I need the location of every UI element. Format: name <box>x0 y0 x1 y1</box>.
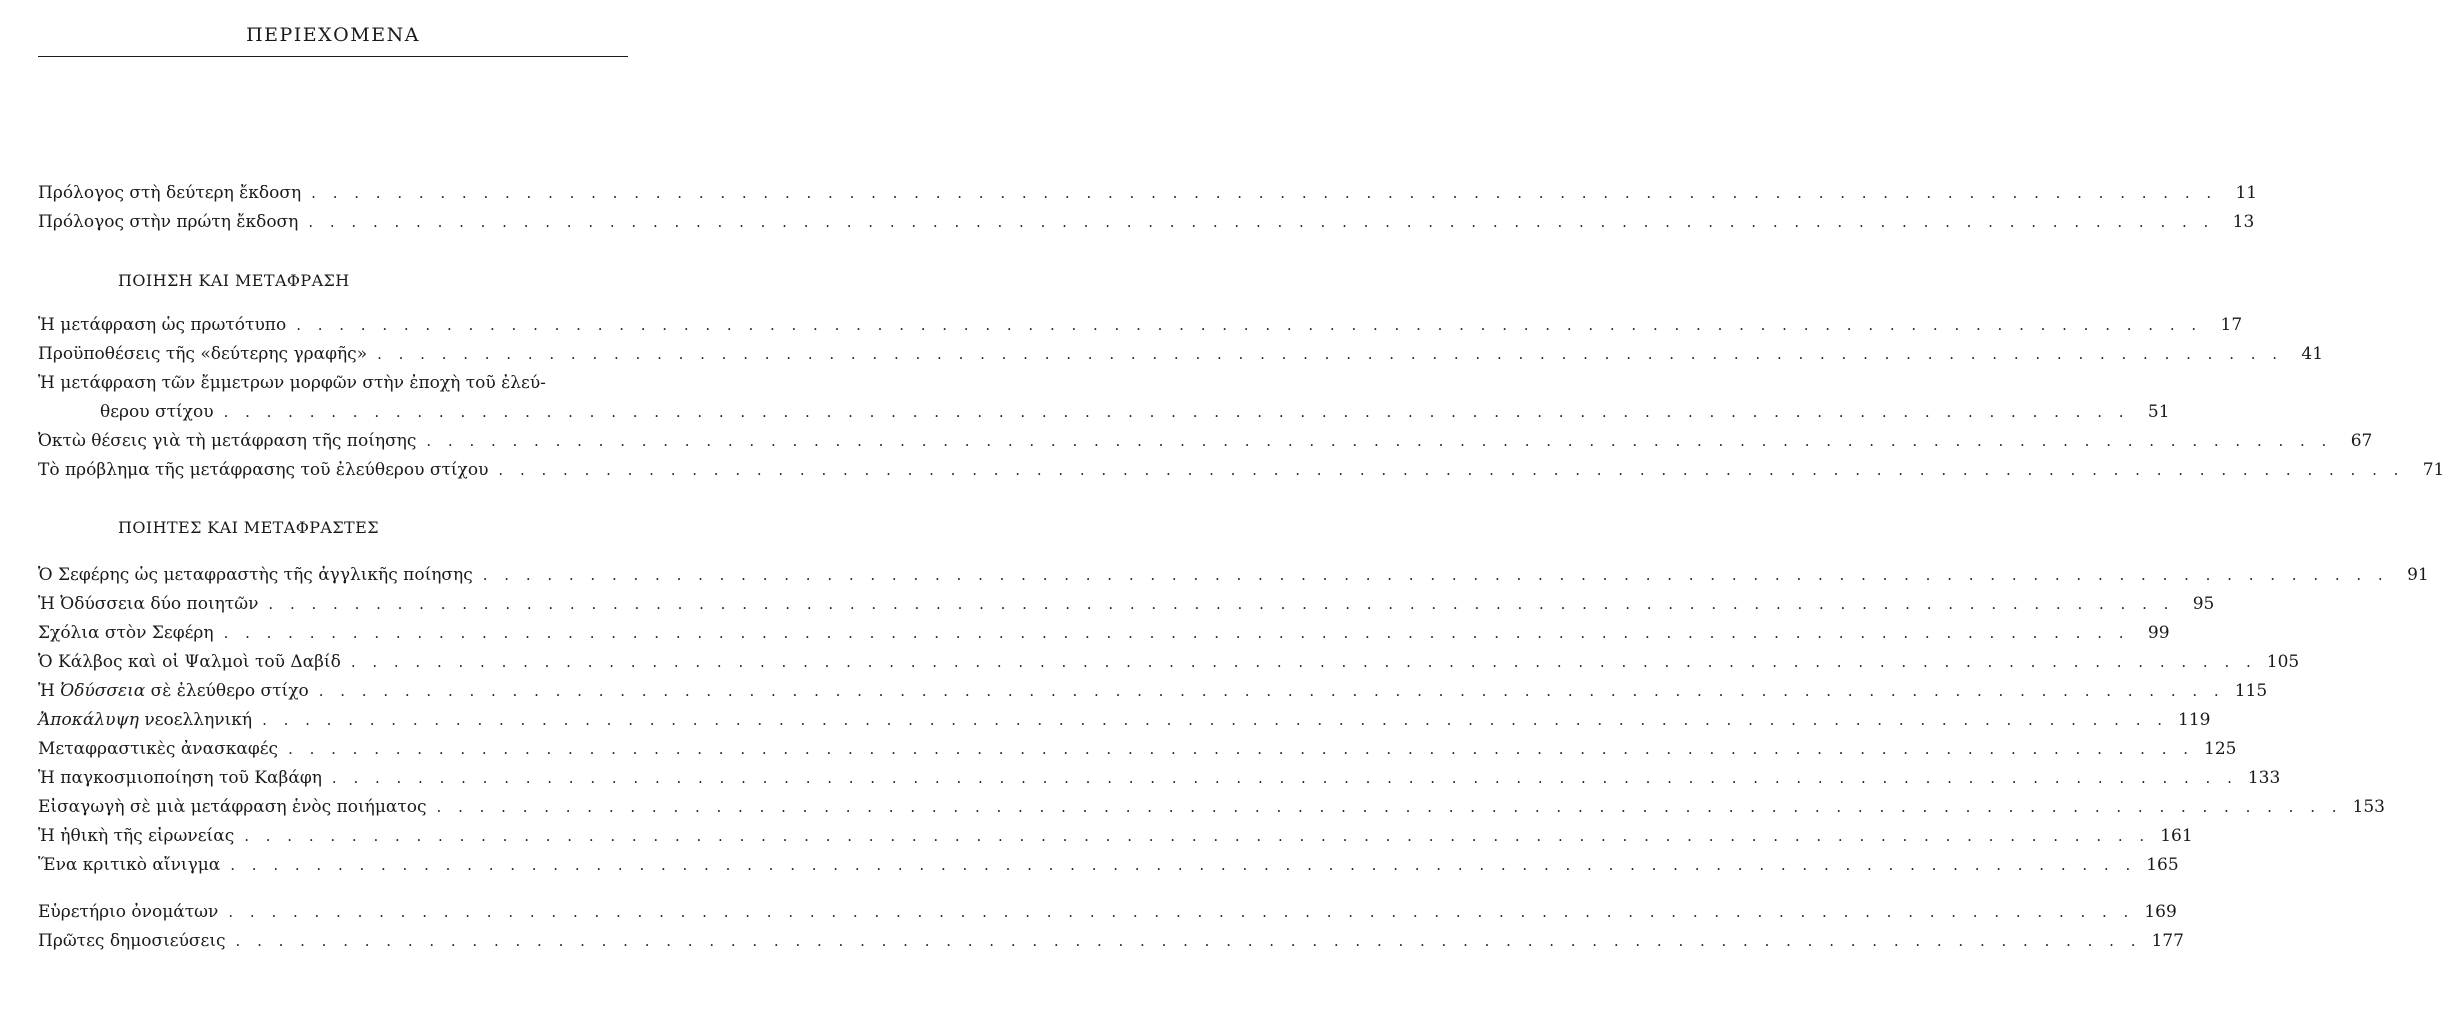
toc-leader: . . . . . . . . . . . . . . . . . . . . . . . . . . . . . . . . . . . . . . . . . . . . . . . . . . . . . . . . . . . . . . . . . . . . . . . . . . . . . . . . . . . . . . . . . <box>230 856 2137 874</box>
toc-entry-title: Εἰσαγωγὴ σὲ μιὰ μετάφραση ἑνὸς ποιήματος <box>38 797 427 817</box>
toc-entry-prologue-first <box>38 209 2255 235</box>
toc-page-number: 133 <box>2247 768 2281 788</box>
toc-entry-title: Ἡ Ὀδύσσεια δύο ποιητῶν <box>38 594 259 614</box>
toc-entry-title: Ὁ Κάλβος καὶ οἱ Ψαλμοὶ τοῦ Δαβίδ <box>38 652 341 672</box>
toc-entry-title <box>38 678 309 704</box>
toc-leader: . . . . . . . . . . . . . . . . . . . . . . . . . . . . . . . . . . . . . . . . . . . . . . . . . . . . . . . . . . . . . . . . . . . . . . . . . . . . . . . . . . . . . . . . . <box>235 932 2142 950</box>
toc-entry-title: Ἡ ἠθικὴ τῆς εἰρωνείας <box>38 826 235 846</box>
toc-leader: . . . . . . . . . . . . . . . . . . . . . . . . . . . . . . . . . . . . . . . . . . . . . . . . . . . . . . . . . . . . . . . . . . . . . . . . . . . . . . . . . . . . . . . . . <box>331 769 2238 787</box>
toc-page-number: 17 <box>2220 315 2243 335</box>
toc-page-number: 71 <box>2422 460 2444 480</box>
toc-entry-title: Προϋποθέσεις τῆς «δεύτερης γραφῆς» <box>38 344 368 364</box>
toc-page-number: 91 <box>2407 565 2429 585</box>
toc-title-suffix: σὲ ἐλεύθερο στίχο <box>145 681 309 701</box>
toc-entry <box>38 678 2268 704</box>
toc-leader: . . . . . . . . . . . . . . . . . . . . . . . . . . . . . . . . . . . . . . . . . . . . . . . . . . . . . . . . . . . . . . . . . . . . . . . . . . . . . . . . . . . . . . . . . <box>482 566 2389 584</box>
toc-page-number: 153 <box>2352 797 2385 817</box>
toc-entry <box>38 428 2373 454</box>
toc-page-number: 165 <box>2146 855 2179 875</box>
toc-entry <box>38 562 2429 588</box>
toc-entry <box>38 765 2281 791</box>
toc-leader: . . . . . . . . . . . . . . . . . . . . . . . . . . . . . . . . . . . . . . . . . . . . . . . . . . . . . . . . . . . . . . . . . . . . . . . . . . . . . . . . . . . . . . . . . <box>288 740 2195 758</box>
toc-page-number: 125 <box>2204 739 2237 759</box>
toc-title-prefix: Ἡ <box>38 681 61 701</box>
page-title: ΠΕΡΙΕΧΟΜΕΝΑ <box>246 24 420 46</box>
toc-entry <box>38 736 2237 762</box>
toc-entry <box>38 620 2170 646</box>
toc-page-number: 67 <box>2350 431 2373 451</box>
toc-entry-title: Τὸ πρόβλημα τῆς μετάφρασης τοῦ ἐλεύθερου στίχου <box>38 460 489 480</box>
toc-entry-prologue-second <box>38 180 2258 206</box>
toc-title-suffix: νεοελληνική <box>138 710 253 730</box>
toc-entry <box>38 591 2215 617</box>
section-heading-poetry-translation: ΠΟΙΗΣΗ ΚΑΙ ΜΕΤΑΦΡΑΣΗ <box>118 271 350 290</box>
toc-page-number: 11 <box>2235 183 2258 203</box>
toc-leader: . . . . . . . . . . . . . . . . . . . . . . . . . . . . . . . . . . . . . . . . . . . . . . . . . . . . . . . . . . . . . . . . . . . . . . . . . . . . . . . . . . . . . . . . . <box>377 345 2284 363</box>
toc-entry-continuation <box>38 399 2170 425</box>
toc-entry-title: Σχόλια στὸν Σεφέρη <box>38 623 214 643</box>
toc-leader: . . . . . . . . . . . . . . . . . . . . . . . . . . . . . . . . . . . . . . . . . . . . . . . . . . . . . . . . . . . . . . . . . . . . . . . . . . . . . . . . . . . . . . . . . <box>223 403 2130 421</box>
toc-leader: . . . . . . . . . . . . . . . . . . . . . . . . . . . . . . . . . . . . . . . . . . . . . . . . . . . . . . . . . . . . . . . . . . . . . . . . . . . . . . . . . . . . . . . . . <box>296 316 2203 334</box>
toc-leader: . . . . . . . . . . . . . . . . . . . . . . . . . . . . . . . . . . . . . . . . . . . . . . . . . . . . . . . . . . . . . . . . . . . . . . . . . . . . . . . . . . . . . . . . . <box>308 213 2215 231</box>
toc-entry-title: Ὀκτὼ θέσεις γιὰ τὴ μετάφραση τῆς ποίησης <box>38 431 417 451</box>
toc-entry-title: Ἡ μετάφραση ὡς πρωτότυπο <box>38 315 287 335</box>
toc-entry-title: Ἡ παγκοσμιοποίηση τοῦ Καβάφη <box>38 768 322 788</box>
toc-title-italic: Ἀποκάλυψη <box>38 710 139 730</box>
toc-page-number: 99 <box>2147 623 2170 643</box>
toc-entry-title: Ὁ Σεφέρης ὡς μεταφραστὴς τῆς ἀγγλικῆς ποίησης <box>38 565 473 585</box>
toc-page-number: 169 <box>2144 902 2177 922</box>
toc-page-number: 95 <box>2192 594 2215 614</box>
toc-leader: . . . . . . . . . . . . . . . . . . . . . . . . . . . . . . . . . . . . . . . . . . . . . . . . . . . . . . . . . . . . . . . . . . . . . . . . . . . . . . . . . . . . . . . . . <box>223 624 2130 642</box>
toc-entry <box>38 312 2243 338</box>
toc-entry-title: Ἡ μετάφραση τῶν ἔμμετρων μορφῶν στὴν ἐποχὴ τοῦ ἐλεύ- <box>38 373 546 393</box>
toc-entry <box>38 794 2385 820</box>
toc-entry-title: Πρόλογος στὴν πρώτη ἔκδοση <box>38 212 299 232</box>
toc-entry-title: Ἕνα κριτικὸ αἴνιγμα <box>38 855 221 875</box>
toc-entry-title: Μεταφραστικὲς ἀνασκαφές <box>38 739 279 759</box>
toc-page-number: 105 <box>2266 652 2300 672</box>
toc-leader: . . . . . . . . . . . . . . . . . . . . . . . . . . . . . . . . . . . . . . . . . . . . . . . . . . . . . . . . . . . . . . . . . . . . . . . . . . . . . . . . . . . . . . . . . <box>311 184 2218 202</box>
toc-page-number: 115 <box>2234 681 2268 701</box>
toc-leader: . . . . . . . . . . . . . . . . . . . . . . . . . . . . . . . . . . . . . . . . . . . . . . . . . . . . . . . . . . . . . . . . . . . . . . . . . . . . . . . . . . . . . . . . . <box>498 461 2405 479</box>
toc-entry <box>38 852 2179 878</box>
toc-leader: . . . . . . . . . . . . . . . . . . . . . . . . . . . . . . . . . . . . . . . . . . . . . . . . . . . . . . . . . . . . . . . . . . . . . . . . . . . . . . . . . . . . . . . . . <box>228 903 2135 921</box>
toc-leader: . . . . . . . . . . . . . . . . . . . . . . . . . . . . . . . . . . . . . . . . . . . . . . . . . . . . . . . . . . . . . . . . . . . . . . . . . . . . . . . . . . . . . . . . . <box>436 798 2343 816</box>
toc-leader: . . . . . . . . . . . . . . . . . . . . . . . . . . . . . . . . . . . . . . . . . . . . . . . . . . . . . . . . . . . . . . . . . . . . . . . . . . . . . . . . . . . . . . . . . <box>426 432 2333 450</box>
toc-entry <box>38 823 2193 849</box>
toc-entry <box>38 341 2324 367</box>
toc-page-number: 13 <box>2232 212 2255 232</box>
toc-leader: . . . . . . . . . . . . . . . . . . . . . . . . . . . . . . . . . . . . . . . . . . . . . . . . . . . . . . . . . . . . . . . . . . . . . . . . . . . . . . . . . . . . . . . . . <box>244 827 2151 845</box>
section-heading-poets-translators: ΠΟΙΗΤΕΣ ΚΑΙ ΜΕΤΑΦΡΑΣΤΕΣ <box>118 518 379 537</box>
toc-entry-index <box>38 899 2177 925</box>
toc-entry <box>38 457 2444 483</box>
toc-page-number: 51 <box>2147 402 2170 422</box>
toc-leader: . . . . . . . . . . . . . . . . . . . . . . . . . . . . . . . . . . . . . . . . . . . . . . . . . . . . . . . . . . . . . . . . . . . . . . . . . . . . . . . . . . . . . . . . . <box>268 595 2175 613</box>
toc-page-number: 41 <box>2301 344 2324 364</box>
toc-leader: . . . . . . . . . . . . . . . . . . . . . . . . . . . . . . . . . . . . . . . . . . . . . . . . . . . . . . . . . . . . . . . . . . . . . . . . . . . . . . . . . . . . . . . . . <box>318 682 2225 700</box>
toc-entry-title-continuation: θερου στίχου <box>100 402 214 422</box>
toc-entry-title: Πρόλογος στὴ δεύτερη ἔκδοση <box>38 183 302 203</box>
toc-entry <box>38 370 628 396</box>
toc-entry <box>38 707 2211 733</box>
toc-entry-title: Εὑρετήριο ὀνομάτων <box>38 902 219 922</box>
toc-entry-title: Πρῶτες δημοσιεύσεις <box>38 931 226 951</box>
header-rule <box>38 56 628 57</box>
toc-page-number: 119 <box>2178 710 2211 730</box>
toc-page-number: 177 <box>2151 931 2184 951</box>
toc-leader: . . . . . . . . . . . . . . . . . . . . . . . . . . . . . . . . . . . . . . . . . . . . . . . . . . . . . . . . . . . . . . . . . . . . . . . . . . . . . . . . . . . . . . . . . <box>262 711 2169 729</box>
toc-entry-first-publications <box>38 928 2184 954</box>
toc-leader: . . . . . . . . . . . . . . . . . . . . . . . . . . . . . . . . . . . . . . . . . . . . . . . . . . . . . . . . . . . . . . . . . . . . . . . . . . . . . . . . . . . . . . . . . <box>350 653 2257 671</box>
toc-entry <box>38 649 2300 675</box>
toc-page-number: 161 <box>2160 826 2193 846</box>
toc-title-italic: Ὀδύσσεια <box>60 681 146 701</box>
toc-entry-title <box>38 707 252 733</box>
